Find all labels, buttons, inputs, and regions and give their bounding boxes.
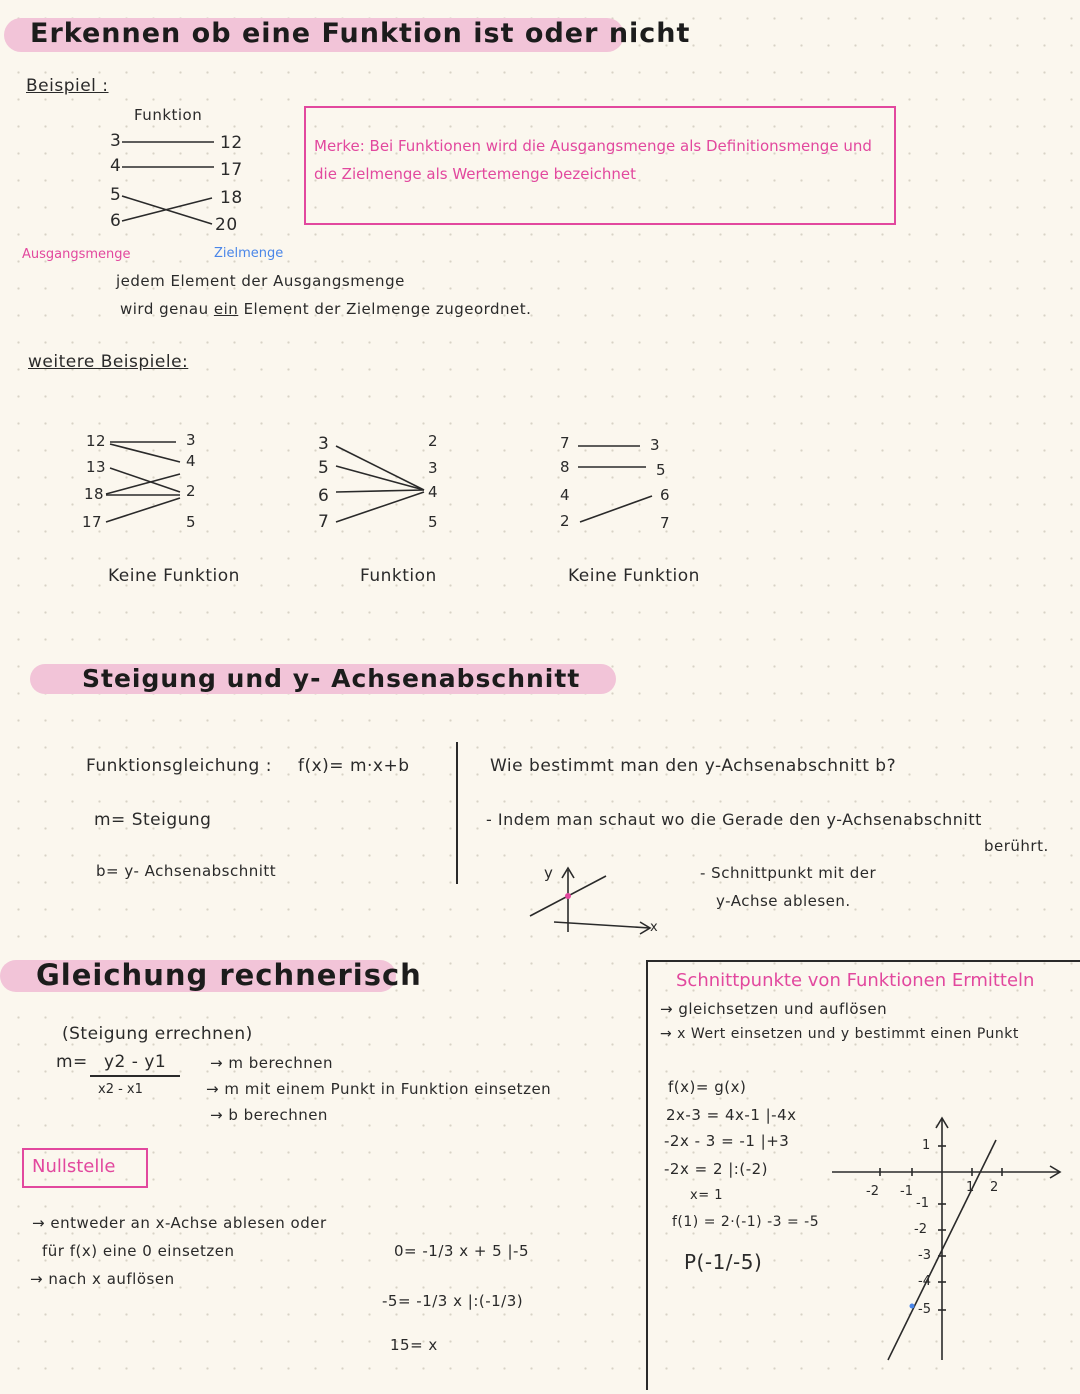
answer-line-2: berührt. — [984, 837, 1049, 855]
mapping-left-3: 6 — [110, 211, 122, 231]
y-tick-neg1: -1 — [916, 1196, 929, 1211]
slope-m-prefix: m= — [56, 1052, 88, 1072]
ex1-right-1: 4 — [186, 452, 197, 470]
work-line-3: -2x - 3 = -1 |+3 — [664, 1132, 790, 1150]
sketch-axis-x: x — [650, 920, 658, 935]
ex3-right-2: 6 — [660, 486, 671, 504]
section3-title: Gleichung rechnerisch — [36, 958, 422, 992]
y-tick-neg4: -4 — [918, 1274, 931, 1289]
zero-step-2: für f(x) eine 0 einsetzen — [42, 1242, 235, 1260]
example-label: Beispiel : — [26, 76, 109, 96]
ex2-right-1: 3 — [428, 459, 439, 477]
section4-rule-2: → x Wert einsetzen und y bestimmt einen Punkt — [660, 1026, 1019, 1042]
ex3-right-0: 3 — [650, 436, 661, 454]
section4-rule-1: → gleichsetzen und auflösen — [660, 1000, 888, 1018]
tip-line-2: y-Achse ablesen. — [716, 892, 851, 910]
mapping-right-0: 12 — [220, 133, 243, 153]
mapping-right-1: 17 — [220, 160, 243, 180]
x-tick-neg1: -1 — [900, 1184, 913, 1199]
rule-line-2a: wird genau — [120, 300, 209, 318]
ex1-left-2: 18 — [84, 485, 105, 503]
x-tick-1: 1 — [966, 1180, 975, 1195]
more-examples-label: weitere Beispiele: — [28, 352, 189, 372]
section4-title: Schnittpunkte von Funktionen Ermitteln — [676, 970, 1035, 991]
ex1-right-2: 2 — [186, 482, 197, 500]
ex1-right-0: 3 — [186, 431, 197, 449]
work-line-6: f(1) = 2·(-1) -3 = -5 — [672, 1214, 820, 1230]
x-tick-neg2: -2 — [866, 1184, 879, 1199]
codomain-label: Zielmenge — [214, 246, 284, 261]
ex1-caption: Keine Funktion — [108, 566, 240, 586]
zero-label: Nullstelle — [32, 1156, 116, 1177]
ex2-right-0: 2 — [428, 432, 439, 450]
slope-step-3: → b berechnen — [210, 1106, 328, 1124]
ex3-right-1: 5 — [656, 461, 667, 479]
ex2-left-2: 6 — [318, 486, 330, 506]
mapping-label: Funktion — [134, 106, 203, 124]
section1-title: Erkennen ob eine Funktion ist oder nicht — [30, 18, 691, 49]
ex2-right-3: 5 — [428, 513, 439, 531]
equation-label: Funktionsgleichung : — [86, 756, 272, 776]
zero-step-1: → entweder an x-Achse ablesen oder — [32, 1214, 327, 1232]
sketch-axis-y: y — [544, 864, 553, 882]
slope-step-1: → m berechnen — [210, 1054, 334, 1072]
mapping-right-3: 20 — [215, 215, 238, 235]
ex3-caption: Keine Funktion — [568, 566, 700, 586]
y-tick-neg5: -5 — [918, 1302, 931, 1317]
calc-line-1: 0= -1/3 x + 5 |-5 — [394, 1242, 530, 1260]
calc-line-3: 15= x — [390, 1336, 438, 1354]
ex2-left-0: 3 — [318, 434, 330, 454]
mapping-left-0: 3 — [110, 131, 122, 151]
ex1-left-3: 17 — [82, 513, 103, 531]
mapping-left-2: 5 — [110, 185, 122, 205]
work-line-2: 2x-3 = 4x-1 |-4x — [666, 1106, 797, 1124]
ex1-right-3: 5 — [186, 513, 197, 531]
answer-line-1: - Indem man schaut wo die Gerade den y-Achsenabschnitt — [486, 810, 982, 829]
ex3-left-0: 7 — [560, 434, 571, 452]
y-tick-neg2: -2 — [914, 1222, 927, 1237]
mapping-left-1: 4 — [110, 156, 122, 176]
ex2-left-1: 5 — [318, 458, 330, 478]
slope-step-2: → m mit einem Punkt in Funktion einsetzen — [206, 1080, 552, 1098]
b-definition: b= y- Achsenabschnitt — [96, 862, 277, 880]
ex3-left-2: 4 — [560, 486, 571, 504]
slope-numerator: y2 - y1 — [104, 1052, 167, 1072]
ex2-left-3: 7 — [318, 512, 330, 532]
slope-heading: (Steigung errechnen) — [62, 1024, 253, 1044]
slope-denominator: x2 - x1 — [98, 1082, 143, 1097]
rule-line-2b: Element der Zielmenge zugeordnet. — [243, 300, 532, 318]
ex2-right-2: 4 — [428, 483, 439, 501]
ex1-left-1: 13 — [86, 458, 107, 476]
domain-label: Ausgangsmenge — [22, 247, 131, 262]
note-text: Merke: Bei Funktionen wird die Ausgangsmenge als Definitionsmenge und die Zielmenge als Wertemenge bezeichnet — [314, 137, 872, 183]
work-line-1: f(x)= g(x) — [668, 1078, 747, 1096]
calc-line-2: -5= -1/3 x |:(-1/3) — [382, 1292, 524, 1310]
rule-line-2-em: ein — [213, 300, 239, 318]
section2-title: Steigung und y- Achsenabschnitt — [82, 664, 581, 693]
zero-step-3: → nach x auflösen — [30, 1270, 175, 1288]
tip-line-1: - Schnittpunkt mit der — [700, 864, 877, 882]
x-tick-2: 2 — [990, 1180, 999, 1195]
y-tick-neg3: -3 — [918, 1248, 931, 1263]
equation: f(x)= m·x+b — [298, 756, 410, 776]
ex3-left-3: 2 — [560, 512, 571, 530]
rule-line-1: jedem Element der Ausgangsmenge — [116, 272, 405, 290]
y-tick-1: 1 — [922, 1138, 931, 1153]
ex2-caption: Funktion — [360, 566, 437, 586]
ex1-left-0: 12 — [86, 432, 107, 450]
work-line-4: -2x = 2 |:(-2) — [664, 1160, 769, 1178]
y-intercept-question: Wie bestimmt man den y-Achsenabschnitt b? — [490, 756, 897, 776]
intersection-point: P(-1/-5) — [684, 1250, 763, 1274]
ex3-left-1: 8 — [560, 458, 571, 476]
work-line-5: x= 1 — [690, 1188, 723, 1203]
m-definition: m= Steigung — [94, 810, 212, 830]
ex3-right-3: 7 — [660, 514, 671, 532]
mapping-right-2: 18 — [220, 188, 243, 208]
